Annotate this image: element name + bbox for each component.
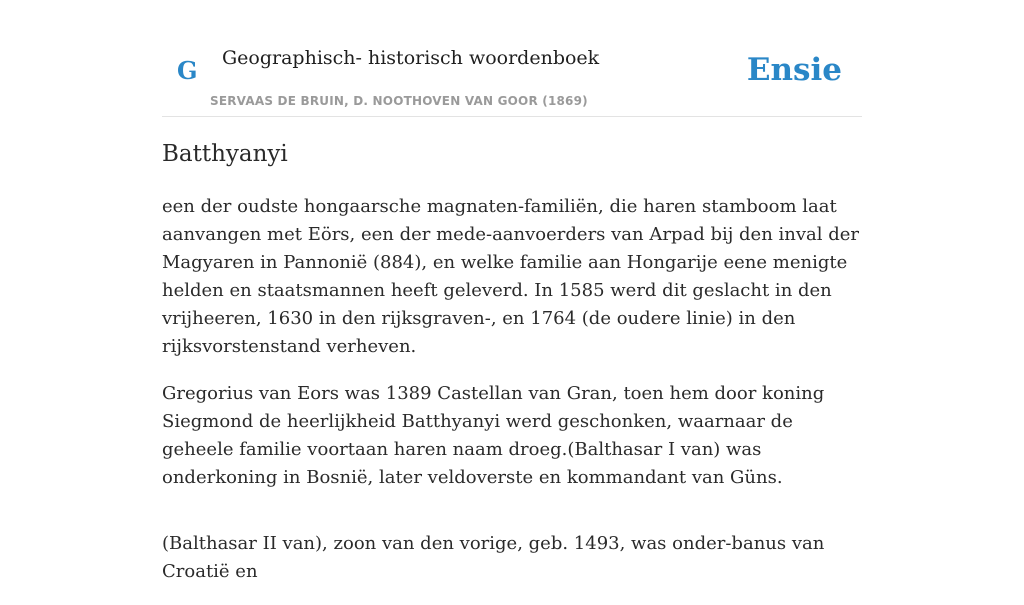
article-paragraph: (Balthasar II van), zoon van den vorige, geb. 1493, was onder-banus van Croatië en <box>162 533 825 582</box>
book-authors: SERVAAS DE BRUIN, D. NOOTHOVEN VAN GOOR (1869) <box>210 94 588 108</box>
book-logo-letter[interactable]: G <box>177 56 198 85</box>
header <box>162 0 862 117</box>
article-paragraph: een der oudste hongaarsche magnaten-familiën, die haren stamboom laat aanvangen met Eörs, een der mede-aanvoerders van Arpad bij den inval der Magyaren in Pannonië (884), en welke familie aan Hongarije eene menigte helden en staatsmannen heeft geleverd. In 1585 werd dit geslacht in den vrijheeren, 1630 in den rijksgraven-, en 1764 (de oudere linie) in den rijksvorstenstand verheven. <box>162 196 860 357</box>
book-title[interactable]: Geographisch- historisch woordenboek <box>222 47 600 69</box>
article-paragraph: Gregorius van Eors was 1389 Castellan van Gran, toen hem door koning Siegmond de heerlijkheid Batthyanyi werd geschonken, waarnaar de geheele familie voortaan haren naam droeg.(Balthasar I van) was onderkoning in Bosnië, later veldoverste en kommandant van Güns. <box>162 383 825 488</box>
article-headword: Batthyanyi <box>162 141 288 167</box>
article <box>162 138 862 605</box>
ensie-logo[interactable]: Ensie <box>746 52 842 88</box>
